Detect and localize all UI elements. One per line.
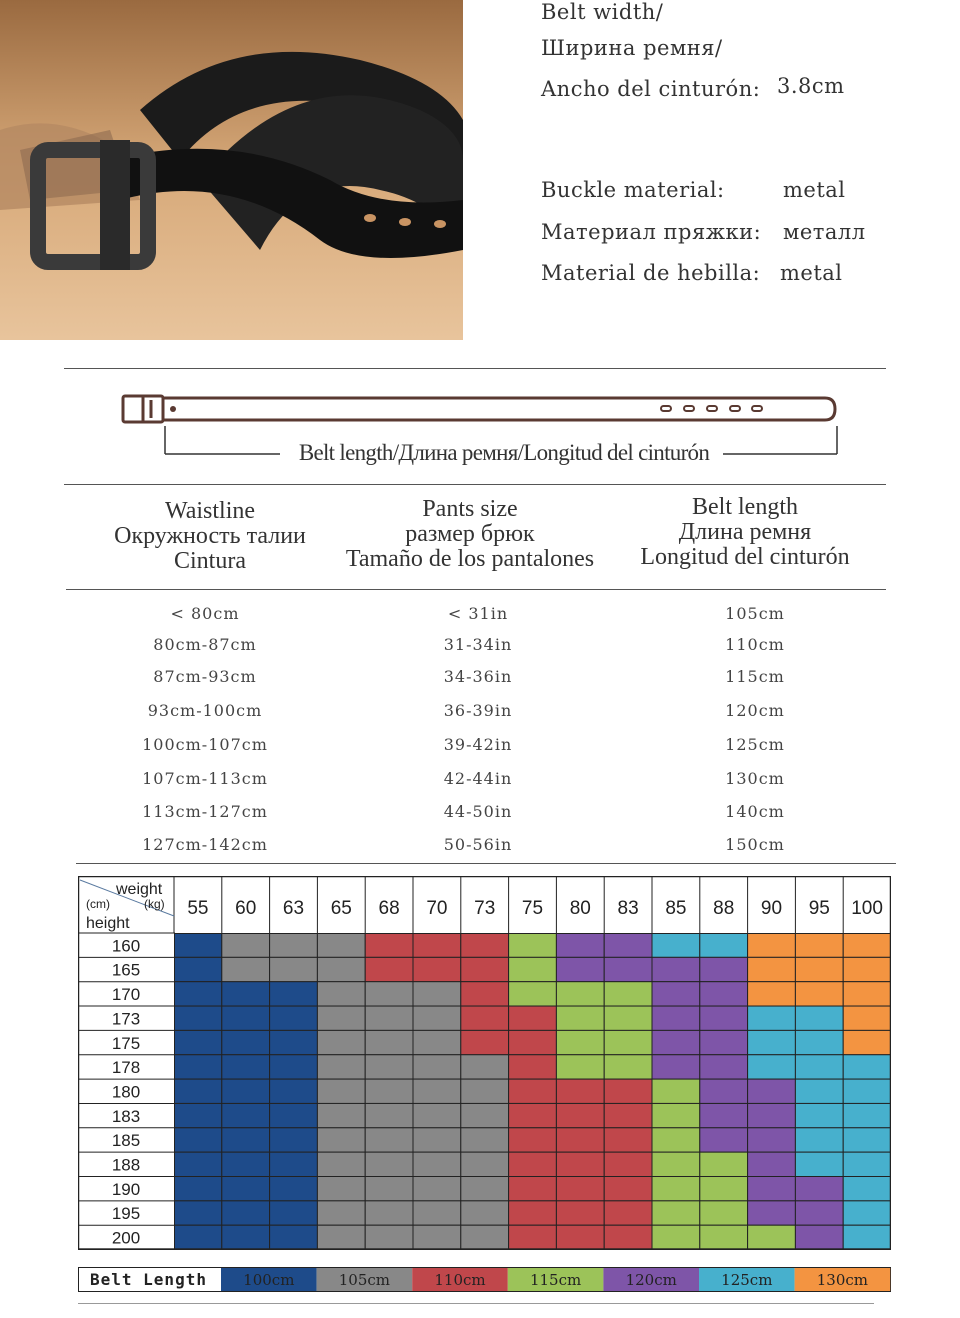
legend-label: 105cm [338,1271,391,1289]
heatmap-cell [748,1128,796,1152]
table-cell-waistline: 127cm-142cm [142,835,268,854]
heatmap-cell [556,957,604,981]
belt-product-photo [0,0,463,340]
heatmap-cell [270,1128,318,1152]
divider [64,484,886,485]
heatmap-cell [270,957,318,981]
header-belt-length: Belt length Длина ремня Longitud del cinturón [640,494,850,570]
heatmap-cell [795,1030,843,1054]
heatmap-cell [270,1103,318,1127]
height-tick-label: 188 [111,1155,141,1175]
heatmap-cell [365,957,413,981]
heatmap-cell [556,1055,604,1079]
table-cell-waistline: 80cm-87cm [153,635,257,654]
table-cell-waistline: 113cm-127cm [142,802,268,821]
heatmap-cell [174,1079,222,1103]
heatmap-cell [270,1006,318,1030]
height-tick-label: 185 [111,1131,141,1151]
heatmap-cell [604,1152,652,1176]
heatmap-cell [222,1055,270,1079]
heatmap-cell [556,1128,604,1152]
heatmap-cell [365,933,413,957]
weight-tick-label: 83 [617,898,639,919]
height-tick-label: 173 [111,1009,141,1029]
heatmap-cell [556,1103,604,1127]
heatmap-cell [795,982,843,1006]
heatmap-cell [652,1201,700,1225]
heatmap-cell [843,1152,891,1176]
belt-holes [661,406,762,411]
height-tick-label: 175 [111,1033,141,1053]
heatmap-cell [556,1006,604,1030]
table-cell-pants-size: 44-50in [443,802,513,821]
heatmap-cell [413,982,461,1006]
heatmap-cell [556,982,604,1006]
heatmap-cell [795,1177,843,1201]
table-cell-belt-length: 130cm [725,769,785,788]
heatmap-cell [795,933,843,957]
weight-tick-label: 60 [235,898,257,919]
heatmap-cell [652,1128,700,1152]
heatmap-cell [700,982,748,1006]
height-tick-label: 180 [111,1082,141,1102]
heatmap-cell [317,1128,365,1152]
heatmap-cell [843,1079,891,1103]
heatmap-cell [700,1128,748,1152]
heatmap-cell [604,1201,652,1225]
heatmap-cell [317,1201,365,1225]
heatmap-cell [700,1152,748,1176]
table-cell-waistline: 107cm-113cm [142,769,268,788]
heatmap-cell [317,1103,365,1127]
heatmap-cell [748,1152,796,1176]
divider [76,863,896,864]
heatmap-cell [317,957,365,981]
belt-strap-outline [163,398,835,420]
heatmap-cell [317,1006,365,1030]
buckle-label-en: Buckle material: [541,178,725,202]
heatmap-cell [317,1030,365,1054]
heatmap-cell [509,1079,557,1103]
heatmap-cell [461,1055,509,1079]
legend-label: 100cm [243,1271,295,1289]
heatmap-cell [270,1177,318,1201]
belt-photo-illustration [0,0,463,340]
corner-weight-label: weight [116,881,163,898]
heatmap-cell [413,957,461,981]
heatmap-cell [461,1128,509,1152]
table-cell-belt-length: 115cm [725,667,785,686]
heatmap-cell [413,1055,461,1079]
heatmap-cell [461,1201,509,1225]
weight-tick-label: 90 [760,898,783,919]
heatmap-cell [270,1030,318,1054]
table-cell-pants-size: 50-56in [443,835,513,854]
heatmap-cell [700,1103,748,1127]
height-tick-label: 165 [111,960,141,980]
heatmap-cell [795,1152,843,1176]
heatmap-cell [365,1225,413,1249]
weight-tick-label: 100 [851,898,883,919]
heatmap-cell [317,1177,365,1201]
heatmap-cell [317,933,365,957]
heatmap-cell [700,1225,748,1249]
weight-tick-label: 63 [282,898,305,919]
heatmap-cell [652,1055,700,1079]
heatmap-cell [413,1006,461,1030]
heatmap-cell [748,1177,796,1201]
divider [78,1303,874,1304]
heatmap-cell [174,1201,222,1225]
weight-tick-label: 55 [187,898,209,919]
heatmap-cell [317,1079,365,1103]
heatmap-cell [270,1055,318,1079]
table-cell-belt-length: 150cm [725,835,785,854]
heatmap-cell [413,1128,461,1152]
heatmap-cell [748,1079,796,1103]
header-waistline: Waistline Окружность талии Cintura [114,498,306,574]
heatmap-cell [748,1030,796,1054]
header-pants-size: Pants size размер брюк Tamaño de los pantalones [345,496,595,572]
heatmap-cell [556,1177,604,1201]
heatmap-cell [795,1225,843,1249]
heatmap-cell [174,1177,222,1201]
heatmap-cell [509,982,557,1006]
heatmap-cell [461,1152,509,1176]
heatmap-cell [795,1128,843,1152]
heatmap-cell [843,1128,891,1152]
heatmap-cell [652,1103,700,1127]
belt-width-label-ru: Ширина ремня/ [541,36,723,60]
table-cell-pants-size: 39-42in [443,735,513,754]
heatmap-cell [174,957,222,981]
heatmap-cell [556,1201,604,1225]
table-cell-pants-size: 36-39in [443,701,513,720]
table-cell-waistline: < 80cm [170,604,240,623]
weight-tick-label: 68 [378,898,400,919]
heatmap-cell [222,1079,270,1103]
table-cell-waistline: 87cm-93cm [153,667,257,686]
weight-tick-label: 65 [330,898,352,919]
heatmap-cell [795,1079,843,1103]
heatmap-cell [222,933,270,957]
buckle-value-en: metal [783,178,846,202]
heatmap-cell [843,982,891,1006]
heatmap-cell [461,1225,509,1249]
heatmap-cell [556,1030,604,1054]
heatmap-cell [413,1079,461,1103]
heatmap-cell [843,1006,891,1030]
heatmap-cell [843,933,891,957]
belt-length-caption: Belt length/Длина ремня/Longitud del cinturón [298,440,710,465]
heatmap-cell [222,982,270,1006]
heatmap-cell [700,957,748,981]
heatmap-cell [843,1030,891,1054]
heatmap-cell [461,1006,509,1030]
heatmap-cell [795,1055,843,1079]
heatmap-cell [365,1152,413,1176]
heatmap-cell [174,1128,222,1152]
heatmap-cell [174,1225,222,1249]
heatmap-cell [413,1030,461,1054]
heatmap-cell [556,1225,604,1249]
heatmap-cell [270,1152,318,1176]
heatmap-cell [748,1201,796,1225]
divider [64,368,886,369]
legend-label: 120cm [625,1271,677,1289]
heatmap-cell [509,1006,557,1030]
heatmap-cell [270,1225,318,1249]
heatmap-cell [795,1103,843,1127]
heatmap-cell [556,1152,604,1176]
heatmap-cell [700,1201,748,1225]
heatmap-cell [700,1055,748,1079]
heatmap-cell [413,1152,461,1176]
heatmap-cell [174,1030,222,1054]
heatmap-cell [700,1079,748,1103]
heatmap-cell [556,1079,604,1103]
heatmap-cell [461,1030,509,1054]
table-cell-pants-size: < 31in [447,604,509,623]
heatmap-cell [174,1006,222,1030]
heatmap-cell [222,1030,270,1054]
heatmap-cell [413,1177,461,1201]
heatmap-cell [604,1177,652,1201]
heatmap-cell [604,1030,652,1054]
weight-tick-label: 95 [808,898,830,919]
heatmap-cell [795,1006,843,1030]
heatmap-cell [700,1006,748,1030]
heatmap-cell [222,957,270,981]
heatmap-cell [174,982,222,1006]
weight-tick-label: 73 [474,898,496,919]
heatmap-cell [365,1103,413,1127]
heatmap-cell [556,933,604,957]
heatmap-cell [509,957,557,981]
heatmap-cell [365,1055,413,1079]
heatmap-cell [652,1225,700,1249]
heatmap-cell [604,933,652,957]
heatmap-cell [604,1225,652,1249]
heatmap-cell [174,1103,222,1127]
heatmap-cell [604,1103,652,1127]
heatmap-cell [604,1055,652,1079]
buckle-value-ru: металл [783,220,866,244]
weight-tick-label: 88 [713,898,735,919]
legend-label: 110cm [434,1271,486,1289]
divider [66,589,886,590]
heatmap-cell [748,982,796,1006]
heatmap-cell [700,1177,748,1201]
heatmap-cell [222,1152,270,1176]
heatmap-cell [413,1201,461,1225]
legend-title: Belt Length [90,1270,207,1289]
legend-label: 115cm [529,1271,582,1289]
height-tick-label: 178 [111,1058,141,1078]
legend-label: 125cm [721,1271,773,1289]
heatmap-cell [652,933,700,957]
heatmap-cell [652,982,700,1006]
heatmap-cell [604,1006,652,1030]
heatmap-cell [413,1103,461,1127]
heatmap-cell [652,1177,700,1201]
heatmap-cell [222,1225,270,1249]
heatmap-cell [413,1225,461,1249]
height-tick-label: 160 [111,936,141,956]
belt-width-value: 3.8cm [777,74,845,98]
heatmap-cell [222,1201,270,1225]
weight-tick-label: 85 [665,898,687,919]
weight-tick-label: 75 [521,898,544,919]
heatmap-cell [509,1103,557,1127]
heatmap-cell [843,1225,891,1249]
heatmap-cell [509,1201,557,1225]
table-cell-belt-length: 120cm [725,701,785,720]
weight-tick-label: 80 [569,898,591,919]
heatmap-cell [748,1225,796,1249]
heatmap-cell [795,1201,843,1225]
heatmap-cell [748,933,796,957]
heatmap-cell [174,1152,222,1176]
buckle-label-es: Material de hebilla: [541,261,761,285]
table-cell-pants-size: 31-34in [443,635,513,654]
heatmap-cell [222,1177,270,1201]
corner-height-label: height [86,915,130,932]
height-tick-label: 170 [111,985,141,1005]
height-tick-label: 183 [111,1106,141,1126]
table-cell-belt-length: 110cm [725,635,785,654]
heatmap-cell [222,1006,270,1030]
heatmap-cell [461,982,509,1006]
heatmap-cell [365,1128,413,1152]
heatmap-cell [843,1177,891,1201]
heatmap-cell [413,933,461,957]
heatmap-cell [700,933,748,957]
heatmap-cell [222,1128,270,1152]
table-cell-pants-size: 34-36in [443,667,513,686]
heatmap-cell [509,1177,557,1201]
heatmap-cell [748,957,796,981]
heatmap-cell [795,957,843,981]
heatmap-cell [270,933,318,957]
heatmap-cell [652,1006,700,1030]
heatmap-cell [748,1103,796,1127]
belt-width-label-es: Ancho del cinturón: [541,77,761,101]
weight-tick-label: 70 [426,898,448,919]
height-tick-label: 190 [111,1179,141,1199]
heatmap-cell [509,1225,557,1249]
heatmap-cell [365,1006,413,1030]
heatmap-cell [317,1225,365,1249]
heatmap-cell [270,1079,318,1103]
heatmap-cell [365,982,413,1006]
heatmap-cell [509,1055,557,1079]
heatmap-cell [509,1030,557,1054]
heatmap-cell [365,1079,413,1103]
buckle-label-ru: Материал пряжки: [541,220,762,244]
heatmap-cell [509,1152,557,1176]
heatmap-cell [317,982,365,1006]
heatmap-cell [270,982,318,1006]
heatmap-cell [652,1152,700,1176]
belt-width-label-en: Belt width/ [541,0,664,24]
heatmap-cell [174,1055,222,1079]
heatmap-cell [461,957,509,981]
heatmap-cell [652,1079,700,1103]
table-cell-pants-size: 42-44in [443,769,513,788]
heatmap-cell [365,1201,413,1225]
heatmap-cell [461,1177,509,1201]
heatmap-cell [604,957,652,981]
heatmap-cell [748,1006,796,1030]
legend-label: 130cm [816,1271,869,1289]
heatmap-cell [317,1055,365,1079]
heatmap-cell [222,1103,270,1127]
heatmap-cell [748,1055,796,1079]
heatmap-cell [843,1201,891,1225]
height-tick-label: 200 [111,1228,141,1248]
heatmap-cell [652,957,700,981]
heatmap-cell [174,933,222,957]
heatmap-cell [652,1030,700,1054]
heatmap-cell [365,1177,413,1201]
heatmap-cell [509,1128,557,1152]
corner-cm-label: (cm) [86,897,110,911]
heatmap-cell [604,1079,652,1103]
table-cell-belt-length: 105cm [725,604,785,623]
height-weight-chart [78,876,891,1250]
heatmap-cell [365,1030,413,1054]
table-cell-waistline: 100cm-107cm [142,735,268,754]
heatmap-cell [317,1152,365,1176]
heatmap-cell [604,982,652,1006]
table-cell-belt-length: 125cm [725,735,785,754]
heatmap-cell [461,1103,509,1127]
heatmap-cell [270,1201,318,1225]
belt-length-legend [78,1267,891,1292]
heatmap-cell [461,1079,509,1103]
heatmap-cell [509,933,557,957]
heatmap-cell [604,1128,652,1152]
table-cell-belt-length: 140cm [725,802,785,821]
table-cell-waistline: 93cm-100cm [147,701,263,720]
heatmap-cell [843,1103,891,1127]
heatmap-cell [700,1030,748,1054]
heatmap-cell [843,957,891,981]
heatmap-cell [461,933,509,957]
corner-kg-label: (kg) [144,897,165,911]
height-tick-label: 195 [111,1204,141,1224]
buckle-value-es: metal [780,261,843,285]
heatmap-cell [843,1055,891,1079]
